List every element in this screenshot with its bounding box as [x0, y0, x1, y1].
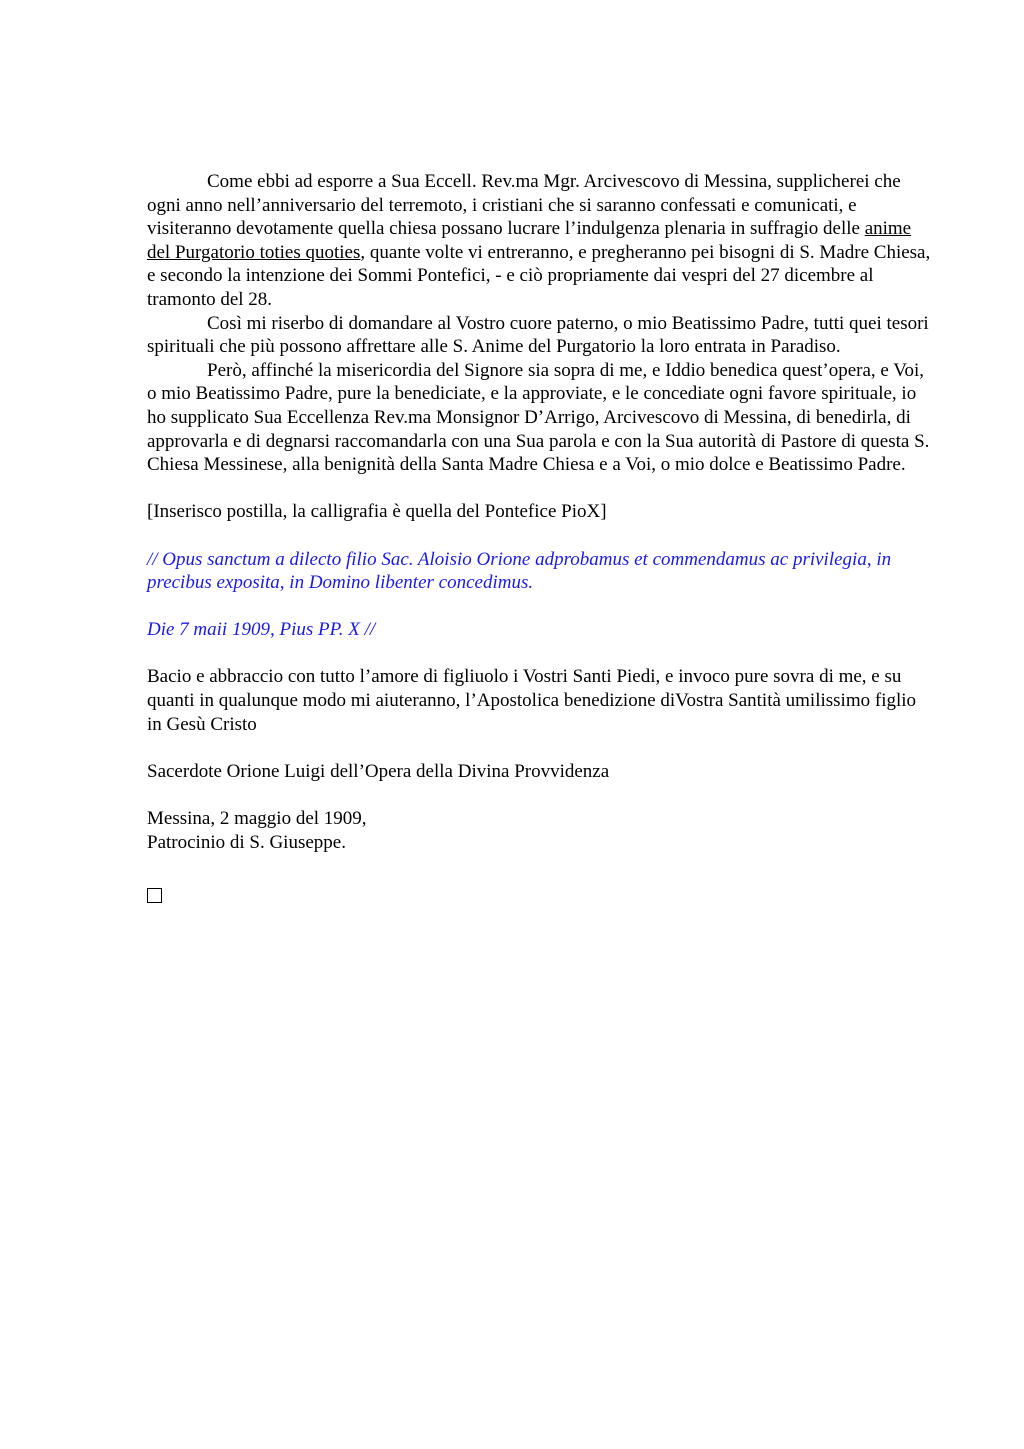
feast-line: Patrocinio di S. Giuseppe. — [147, 831, 346, 853]
papal-rescript: // Opus sanctum a dilecto filio Sac. Aloisio Orione adprobamus et commendamus ac privilegia, in precibus exposita, in Domino libenter concedimus. — [147, 548, 892, 594]
signature: Sacerdote Orione Luigi dell’Opera della Divina Provvidenza — [147, 760, 610, 782]
empty-checkbox-icon — [147, 888, 162, 903]
paragraph-indulgence-request — [147, 170, 932, 312]
underlined-phrase: anime del Purgatorio toties quoties — [147, 218, 912, 263]
closing-paragraph: Bacio e abbraccio con tutto l’amore di figliuolo i Vostri Santi Piedi, e invoco pure sovra di me, e su quanti in qualunque modo mi aiuteranno, l’Apostolica benedizione diVostra Santità umilissimo figlio in Gesù Cristo — [147, 666, 917, 735]
paragraph-1-text-end: , quante volte vi entreranno, e pregheranno pei bisogni di S. Madre Chiesa, e secondo la intenzione dei Sommi Pontefici, - e ciò propriamente dai vespri del 27 dicembre al tramonto del 28. — [147, 241, 931, 310]
document-page — [147, 170, 932, 903]
paragraph-spiritual-treasures: Così mi riserbo di domandare al Vostro cuore paterno, o mio Beatissimo Padre, tutti quei tesori spirituali che più possono affrettare alle S. Anime del Purgatorio la loro entrata in Paradiso. — [147, 312, 929, 358]
place-date: Messina, 2 maggio del 1909, — [147, 808, 367, 830]
paragraph-1-text: Come ebbi ad esporre a Sua Eccell. Rev.ma Mgr. Arcivescovo di Messina, supplicherei che ogni anno nell’anniversario del terremoto, i cristiani che si saranno confessati e comunicati, e visiteranno devotamente quella chiesa possano lucrare l’indulgenza plenaria in suffragio delle — [147, 171, 901, 240]
paragraph-approval-request: Però, affinché la misericordia del Signore sia sopra di me, e Iddio benedica quest’opera, e Voi, o mio Beatissimo Padre, pure la benediciate, e la approviate, e le concediate ogni favore spirituale, io ho supplicato Sua Eccellenza Rev.ma Monsignor D’Arrigo, Arcivescovo di Messina, di benedirla, di approvarla e di degnarsi raccomandarla con una Sua parola e con la Sua autorità di Pastore di questa S. Chiesa Messinese, alla benignità della Santa Madre Chiesa e a Voi, o mio dolce e Beatissimo Padre. — [147, 359, 930, 476]
editor-note: [Inserisco postilla, la calligrafia è quella del Pontefice PioX] — [147, 501, 607, 523]
papal-rescript-date: Die 7 maii 1909, Pius PP. X // — [147, 619, 376, 641]
